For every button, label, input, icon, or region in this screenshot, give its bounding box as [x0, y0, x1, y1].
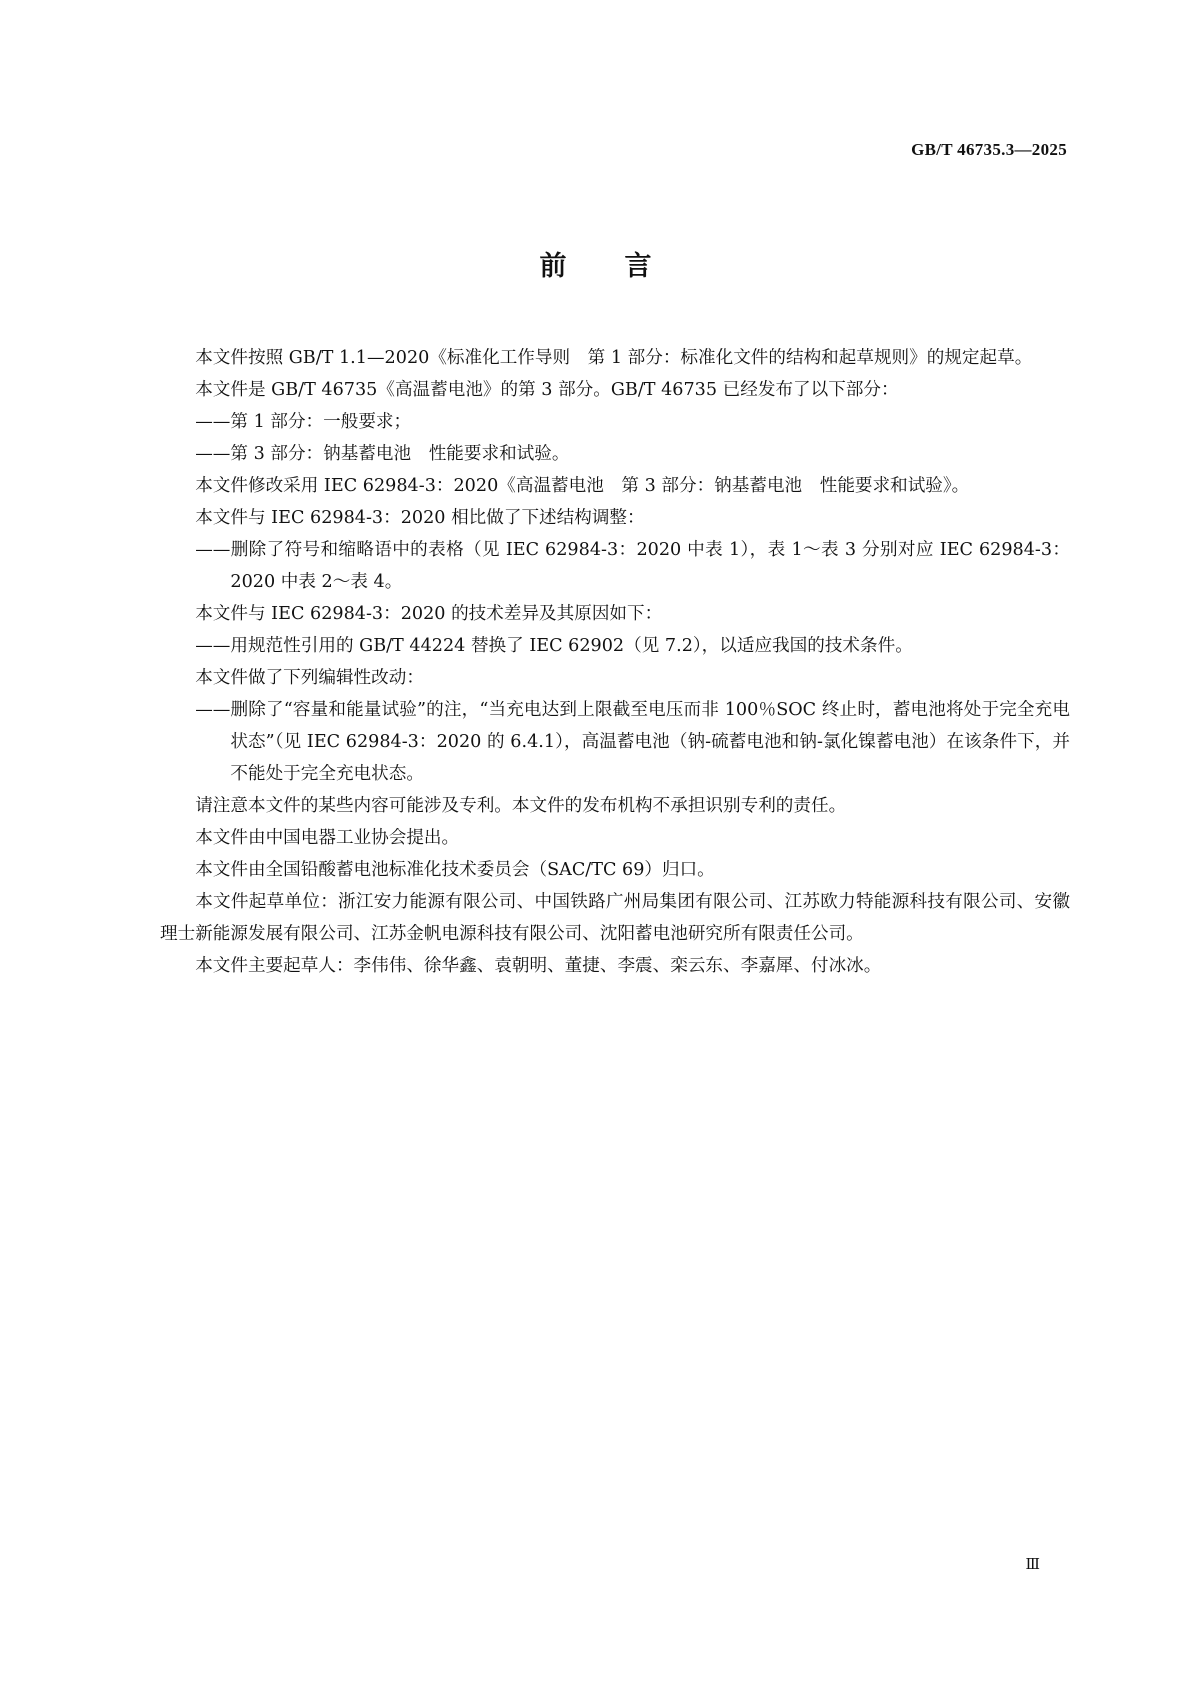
list-item-part-1: ——第 1 部分：一般要求；	[195, 412, 412, 432]
paragraph-committee: 本文件由全国铅酸蓄电池标准化技术委员会（SAC/TC 69）归口。	[195, 860, 715, 880]
paragraph-drafting-rules: 本文件按照 GB/T 1.1—2020《标准化工作导则 第 1 部分：标准化文件的结构和起草规则》的规定起草。	[195, 348, 1033, 368]
foreword-body	[160, 342, 1070, 982]
document-number: GB/T 46735.3—2025	[911, 140, 1067, 159]
paragraph-technical-differences: 本文件与 IEC 62984-3：2020 的技术差异及其原因如下：	[195, 604, 663, 624]
paragraph-adoption: 本文件修改采用 IEC 62984-3：2020《高温蓄电池 第 3 部分：钠基蓄电池 性能要求和试验》。	[195, 476, 970, 496]
page-title: 前言	[539, 251, 710, 282]
paragraph-patent-notice: 请注意本文件的某些内容可能涉及专利。本文件的发布机构不承担识别专利的责任。	[195, 796, 847, 816]
list-item-technical-difference: ——用规范性引用的 GB/T 44224 替换了 IEC 62902（见 7.2），以适应我国的技术条件。	[195, 636, 913, 656]
list-item-structure-change: ——删除了符号和缩略语中的表格（见 IEC 62984-3：2020 中表 1），表 1～表 3 分别对应 IEC 62984-3：2020 中表 2～表 4。	[195, 540, 1070, 592]
paragraph-structure-changes: 本文件与 IEC 62984-3：2020 相比做了下述结构调整：	[195, 508, 645, 528]
paragraph-editorial-changes: 本文件做了下列编辑性改动：	[195, 668, 424, 688]
paragraph-drafting-units: 本文件起草单位：浙江安力能源有限公司、中国铁路广州局集团有限公司、江苏欧力特能源科技有限公司、安徽理士新能源发展有限公司、江苏金帆电源科技有限公司、沈阳蓄电池研究所有限责任公司。	[160, 892, 1070, 944]
paragraph-drafters: 本文件主要起草人：李伟伟、徐华鑫、袁朝明、董捷、李震、栾云东、李嘉犀、付冰冰。	[195, 956, 882, 976]
paragraph-proposer: 本文件由中国电器工业协会提出。	[195, 828, 460, 848]
list-item-editorial-change: ——删除了“容量和能量试验”的注，“当充电达到上限截至电压而非 100％SOC 终止时，蓄电池将处于完全充电状态”（见 IEC 62984-3：2020 的 6.4.1），高温蓄电池（钠-硫蓄电池和钠-氯化镍蓄电池）在该条件下，并不能处于完全充电状态。	[195, 700, 1070, 784]
paragraph-part-info: 本文件是 GB/T 46735《高温蓄电池》的第 3 部分。GB/T 46735 已经发布了以下部分：	[195, 380, 899, 400]
page-number: Ⅲ	[1025, 1557, 1039, 1573]
list-item-part-3: ——第 3 部分：钠基蓄电池 性能要求和试验。	[195, 444, 570, 464]
